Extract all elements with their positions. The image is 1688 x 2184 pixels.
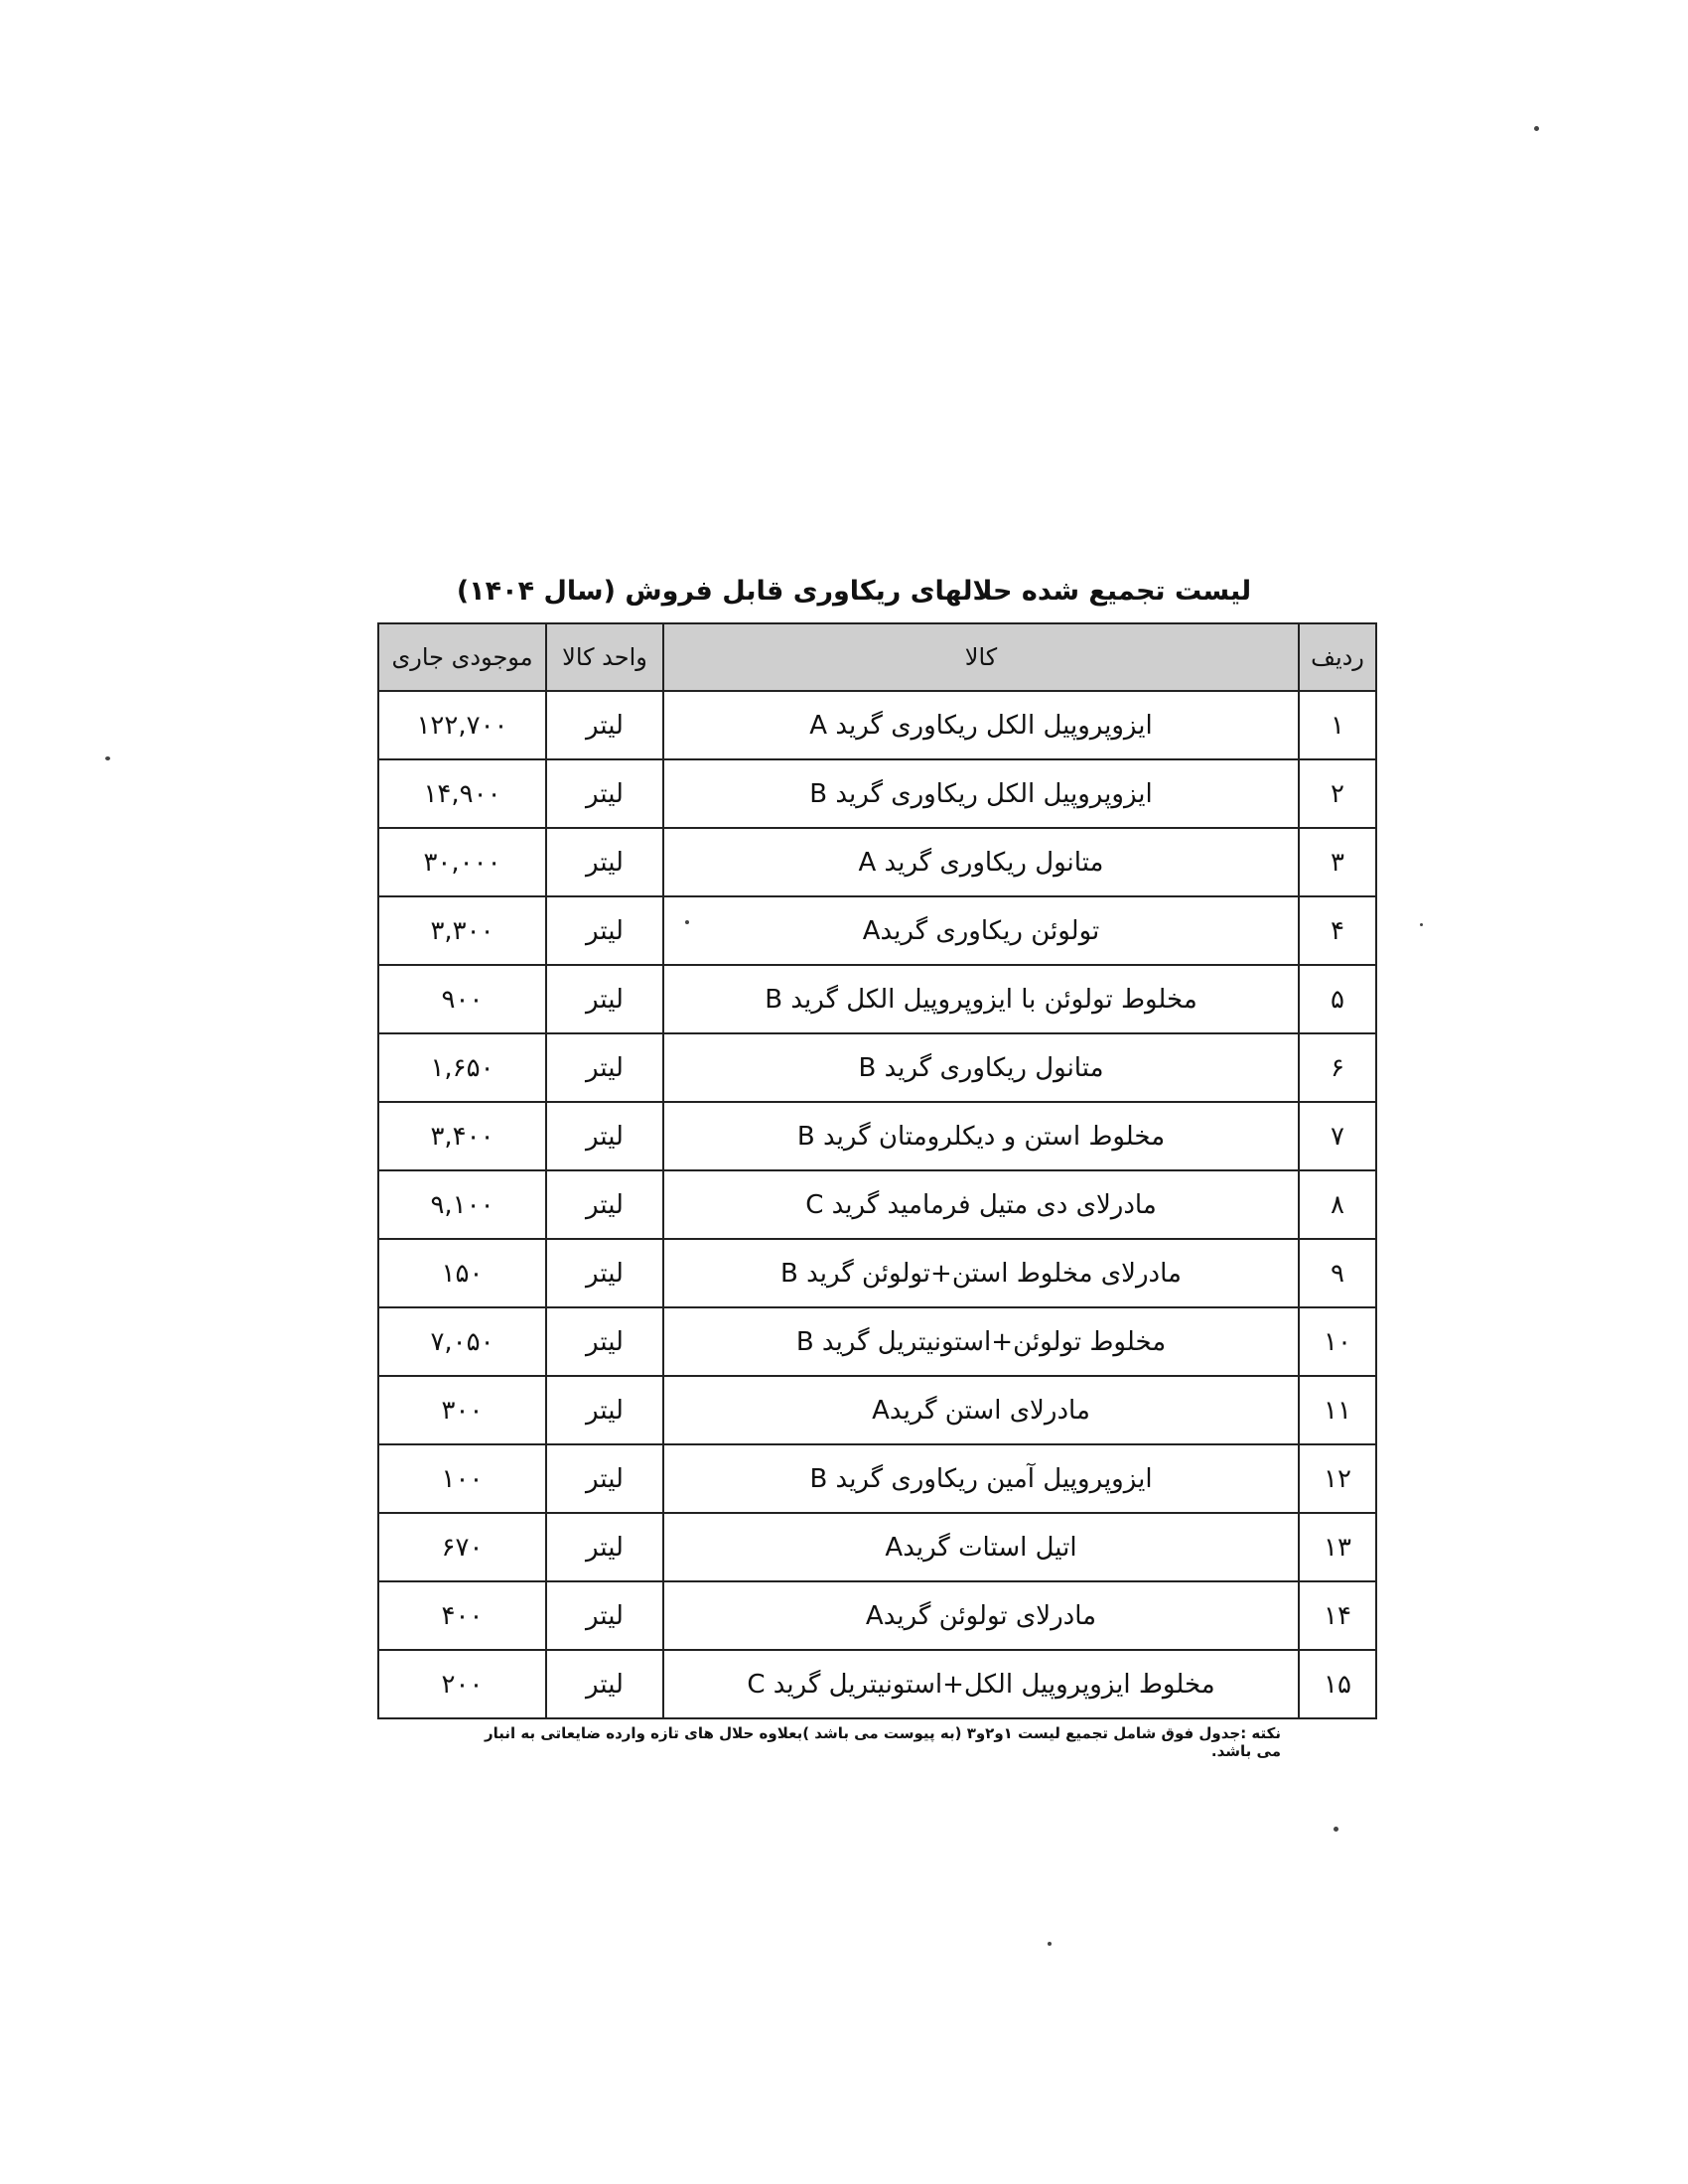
item-name-cell: ایزوپروپیل آمین ریکاوری گرید B — [663, 1444, 1299, 1513]
table-row — [378, 1239, 1376, 1307]
stock-cell: ۱۲۲,۷۰۰ — [378, 691, 546, 759]
scan-speck — [1534, 126, 1539, 131]
table-row — [378, 896, 1376, 965]
stock-cell: ۱۴,۹۰۰ — [378, 759, 546, 828]
item-name-cell: متانول ریکاوری گرید A — [663, 828, 1299, 896]
row-number-cell: ۱۵ — [1299, 1650, 1376, 1718]
row-number-cell: ۵ — [1299, 965, 1376, 1033]
stock-cell: ۷,۰۵۰ — [378, 1307, 546, 1376]
stock-cell: ۳۰۰ — [378, 1376, 546, 1444]
row-number-cell: ۱۲ — [1299, 1444, 1376, 1513]
row-number-cell: ۴ — [1299, 896, 1376, 965]
unit-cell: لیتر — [546, 1444, 663, 1513]
document-title: لیست تجمیع شده حلالهای ریکاوری قابل فروش (سال ۱۴۰۴) — [456, 576, 1252, 607]
row-number-cell: ۳ — [1299, 828, 1376, 896]
header-item: کالا — [663, 623, 1299, 691]
unit-cell: لیتر — [546, 1239, 663, 1307]
header-unit: واحد کالا — [546, 623, 663, 691]
unit-cell: لیتر — [546, 759, 663, 828]
table-row — [378, 1444, 1376, 1513]
row-number-cell: ۱۴ — [1299, 1581, 1376, 1650]
table-row — [378, 965, 1376, 1033]
item-name-cell: مادرلای تولوئن گریدA — [663, 1581, 1299, 1650]
table-row — [378, 1170, 1376, 1239]
table-row — [378, 759, 1376, 828]
item-name-cell: مخلوط تولوئن با ایزوپروپیل الکل گرید B — [663, 965, 1299, 1033]
stock-cell: ۹۰۰ — [378, 965, 546, 1033]
item-name-cell: مخلوط استن و دیکلرومتان گرید B — [663, 1102, 1299, 1170]
row-number-cell: ۱۱ — [1299, 1376, 1376, 1444]
unit-cell: لیتر — [546, 1513, 663, 1581]
item-name-cell: ایزوپروپیل الکل ریکاوری گرید B — [663, 759, 1299, 828]
unit-cell: لیتر — [546, 1650, 663, 1718]
unit-cell: لیتر — [546, 691, 663, 759]
stock-cell: ۹,۱۰۰ — [378, 1170, 546, 1239]
item-name-cell: مادرلای دی متیل فرمامید گرید C — [663, 1170, 1299, 1239]
scan-speck — [1420, 923, 1423, 926]
row-number-cell: ۶ — [1299, 1033, 1376, 1102]
stock-cell: ۳,۳۰۰ — [378, 896, 546, 965]
table-row — [378, 1513, 1376, 1581]
row-number-cell: ۷ — [1299, 1102, 1376, 1170]
item-name-cell: مادرلای مخلوط استن+تولوئن گرید B — [663, 1239, 1299, 1307]
row-number-cell: ۸ — [1299, 1170, 1376, 1239]
unit-cell: لیتر — [546, 896, 663, 965]
table-row — [378, 828, 1376, 896]
table-row — [378, 1376, 1376, 1444]
stock-cell: ۳۰,۰۰۰ — [378, 828, 546, 896]
inventory-table — [377, 622, 1377, 1719]
stock-cell: ۱۵۰ — [378, 1239, 546, 1307]
stock-cell: ۱۰۰ — [378, 1444, 546, 1513]
footnote: نکته :جدول فوق شامل تجمیع لیست ۱و۲و۳ (به پیوست می باشد )بعلاوه حلال های تازه وارده ضایعاتی به انبار می باشد. — [485, 1724, 1281, 1760]
table-row — [378, 1581, 1376, 1650]
row-number-cell: ۱۳ — [1299, 1513, 1376, 1581]
row-number-cell: ۱۰ — [1299, 1307, 1376, 1376]
unit-cell: لیتر — [546, 965, 663, 1033]
stock-cell: ۳,۴۰۰ — [378, 1102, 546, 1170]
row-number-cell: ۲ — [1299, 759, 1376, 828]
item-name-cell: مخلوط ایزوپروپیل الکل+استونیتریل گرید C — [663, 1650, 1299, 1718]
stock-cell: ۴۰۰ — [378, 1581, 546, 1650]
table-row — [378, 1102, 1376, 1170]
table-row — [378, 691, 1376, 759]
row-number-cell: ۹ — [1299, 1239, 1376, 1307]
unit-cell: لیتر — [546, 1033, 663, 1102]
header-current-stock: موجودی جاری — [378, 623, 546, 691]
item-name-cell: متانول ریکاوری گرید B — [663, 1033, 1299, 1102]
unit-cell: لیتر — [546, 1307, 663, 1376]
unit-cell: لیتر — [546, 1102, 663, 1170]
header-row-number: ردیف — [1299, 623, 1376, 691]
table-header-row — [378, 623, 1376, 691]
table-row — [378, 1307, 1376, 1376]
table-row — [378, 1650, 1376, 1718]
unit-cell: لیتر — [546, 1581, 663, 1650]
item-name-cell: اتیل استات گریدA — [663, 1513, 1299, 1581]
scan-speck — [685, 920, 689, 924]
stock-cell: ۲۰۰ — [378, 1650, 546, 1718]
scan-speck — [105, 756, 110, 760]
item-name-cell: تولوئن ریکاوری گریدA — [663, 896, 1299, 965]
item-name-cell: مادرلای استن گریدA — [663, 1376, 1299, 1444]
unit-cell: لیتر — [546, 828, 663, 896]
unit-cell: لیتر — [546, 1376, 663, 1444]
table-row — [378, 1033, 1376, 1102]
item-name-cell: مخلوط تولوئن+استونیتریل گرید B — [663, 1307, 1299, 1376]
row-number-cell: ۱ — [1299, 691, 1376, 759]
stock-cell: ۶۷۰ — [378, 1513, 546, 1581]
scan-speck — [1334, 1827, 1338, 1832]
unit-cell: لیتر — [546, 1170, 663, 1239]
stock-cell: ۱,۶۵۰ — [378, 1033, 546, 1102]
scan-speck — [1048, 1942, 1052, 1946]
item-name-cell: ایزوپروپیل الکل ریکاوری گرید A — [663, 691, 1299, 759]
